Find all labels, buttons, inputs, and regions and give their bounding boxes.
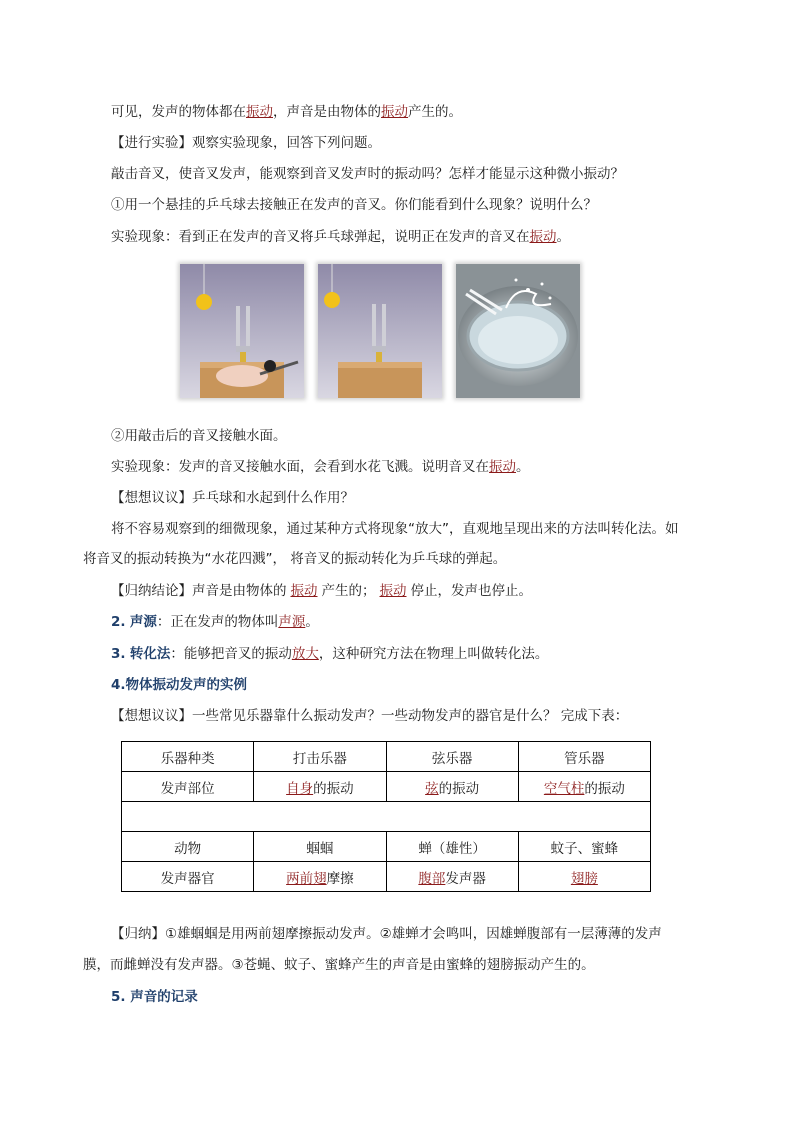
photo-water-splash	[456, 264, 580, 398]
section-5-heading: 5. 声音的记录	[111, 989, 198, 1005]
table-row-empty	[122, 802, 651, 832]
step-2: ②用敲击后的音叉接触水面。	[111, 428, 287, 444]
table-intro: 【想想议议】一些常见乐器靠什么振动发声？一些动物发声的器官是什么？ 完成下表：	[111, 708, 629, 724]
summary-line-2: 膜，而雌蝉没有发声器。③苍蝇、蚊子、蜜蜂产生的声音是由蜜蜂的翅膀振动产生的。	[83, 957, 595, 973]
table-row	[122, 772, 651, 802]
table-row	[122, 742, 651, 772]
photo-pingpong-bounce	[318, 264, 442, 398]
observation-1: 实验现象：看到正在发声的音叉将乒乓球弹起，说明正在发声的音叉在振动。	[111, 229, 570, 245]
table-cell: 乐器种类	[122, 742, 254, 772]
table-row	[122, 832, 651, 862]
answer-sound-source: 声源	[278, 614, 306, 630]
summary-conclusion: 【归纳结论】声音是由物体的 振动 产生的； 振动 停止，发声也停止。	[111, 583, 532, 599]
photo-tuning-fork-struck	[180, 264, 304, 398]
paragraph-vibration-conclusion: 可见，发声的物体都在振动，声音是由物体的振动产生的。	[111, 104, 462, 120]
observation-2: 实验现象：发声的音叉接触水面，会看到水花飞溅。说明音叉在振动。	[111, 459, 530, 475]
table-cell: 自身的振动	[254, 772, 386, 802]
table-cell: 发声部位	[122, 772, 254, 802]
section-4-heading: 4.物体振动发声的实例	[111, 677, 248, 693]
table-cell: 翅膀	[518, 862, 650, 892]
conversion-method-line-2: 将音叉的振动转换为“水花四溅”， 将音叉的振动转化为乒乓球的弹起。	[83, 551, 507, 567]
conversion-method-line-1: 将不容易观察到的细微现象，通过某种方式将现象“放大”，直观地呈现出来的方法叫转化法。如	[111, 521, 679, 537]
table-cell: 蝉（雄性）	[386, 832, 518, 862]
answer-vibration: 振动	[381, 104, 408, 120]
summary-line-1: 【归纳】①雄蝈蝈是用两前翅摩擦振动发声。②雄蝉才会鸣叫，因雄蝉腹部有一层薄薄的发声	[111, 926, 662, 942]
table-cell: 空气柱的振动	[518, 772, 650, 802]
experiment-question: 敲击音叉，使音叉发声，能观察到音叉发声时的振动吗？怎样才能显示这种微小振动？	[111, 166, 624, 182]
answer-amplify: 放大	[291, 646, 319, 662]
answer-vibration: 振动	[529, 229, 557, 245]
table-cell: 弦乐器	[386, 742, 518, 772]
table-cell: 弦的振动	[386, 772, 518, 802]
answer-vibration: 振动	[246, 104, 273, 120]
table-cell: 动物	[122, 832, 254, 862]
answer-vibration: 振动	[489, 459, 516, 475]
table-cell: 两前翅摩擦	[254, 862, 386, 892]
answer-vibration: 振动	[290, 583, 318, 599]
experiment-photos	[180, 264, 580, 402]
table-cell: 腹部发声器	[386, 862, 518, 892]
section-3-conversion-method: 3. 转化法：能够把音叉的振动放大，这种研究方法在物理上叫做转化法。	[111, 646, 549, 662]
table-cell: 管乐器	[518, 742, 650, 772]
experiment-heading: 【进行实验】观察实验现象，回答下列问题。	[111, 135, 381, 151]
table-cell: 蚊子、蜜蜂	[518, 832, 650, 862]
sound-source-table	[121, 741, 651, 892]
table-cell: 发声器官	[122, 862, 254, 892]
table-row	[122, 862, 651, 892]
discussion-question: 【想想议议】乒乓球和水起到什么作用？	[111, 490, 354, 506]
answer-vibration: 振动	[379, 583, 407, 599]
table-cell: 打击乐器	[254, 742, 386, 772]
step-1: ①用一个悬挂的乒乓球去接触正在发声的音叉。你们能看到什么现象？说明什么？	[111, 197, 597, 213]
section-2-sound-source: 2. 声源：正在发声的物体叫声源。	[111, 614, 319, 630]
table-cell: 蝈蝈	[254, 832, 386, 862]
